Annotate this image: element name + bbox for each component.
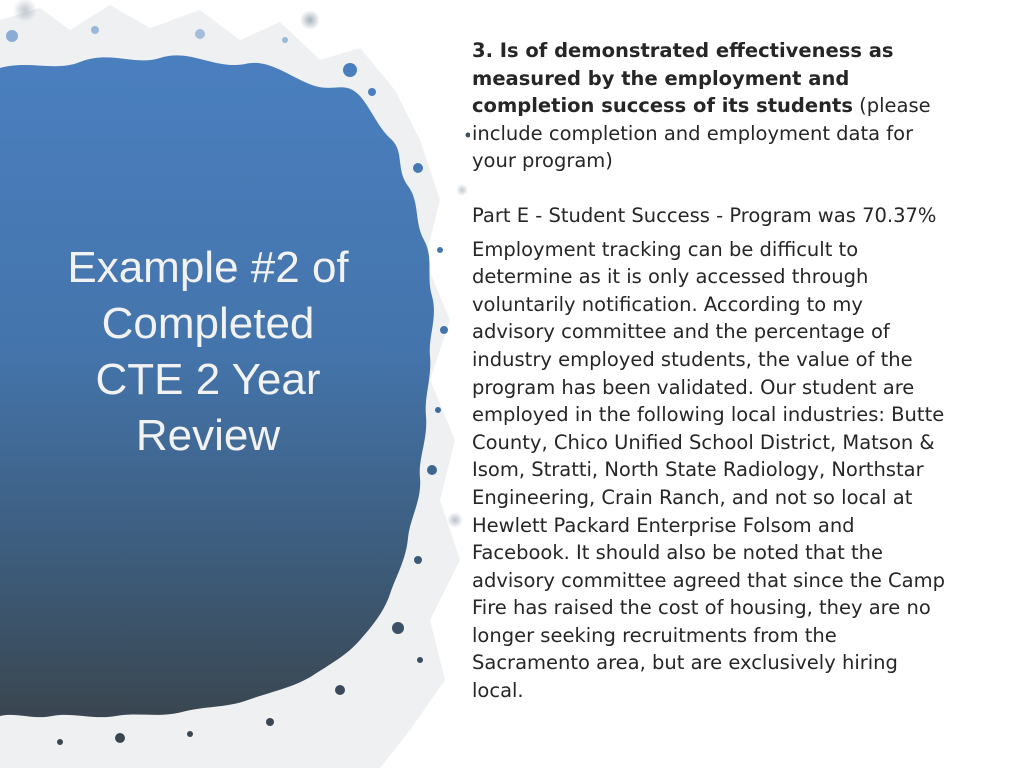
slide-title: Example #2 of Completed CTE 2 Year Review bbox=[67, 243, 349, 460]
question-paragraph bbox=[472, 37, 950, 175]
question-parenthetical-text: (please include completion and employment data for your program) bbox=[472, 94, 931, 173]
question-bold-text: 3. Is of demonstrated effectiveness as measured by the employment and completion success of its students bbox=[472, 39, 894, 118]
part-e-paragraph: Part E - Student Success - Program was 70.37% bbox=[472, 203, 937, 227]
body-text-block bbox=[472, 37, 950, 705]
employment-paragraph: Employment tracking can be difficult to determine as it is only accessed through voluntarily notification. According to my advisory committee and the percentage of industry employed students, the value of the program has been validated. Our student are employed in the following local industries: Butte County, Chico Unified School District, Matson & Isom, Stratti, North State Radiology, Northstar Engineering, Crain Ranch, and not so local at Hewlett Packard Enterprise Folsom and Facebook. It should also be noted that the advisory committee agreed that since the Camp Fire has raised the cost of housing, they are no longer seeking recruitments from the Sacramento area, but are exclusively hiring local. bbox=[472, 237, 945, 703]
